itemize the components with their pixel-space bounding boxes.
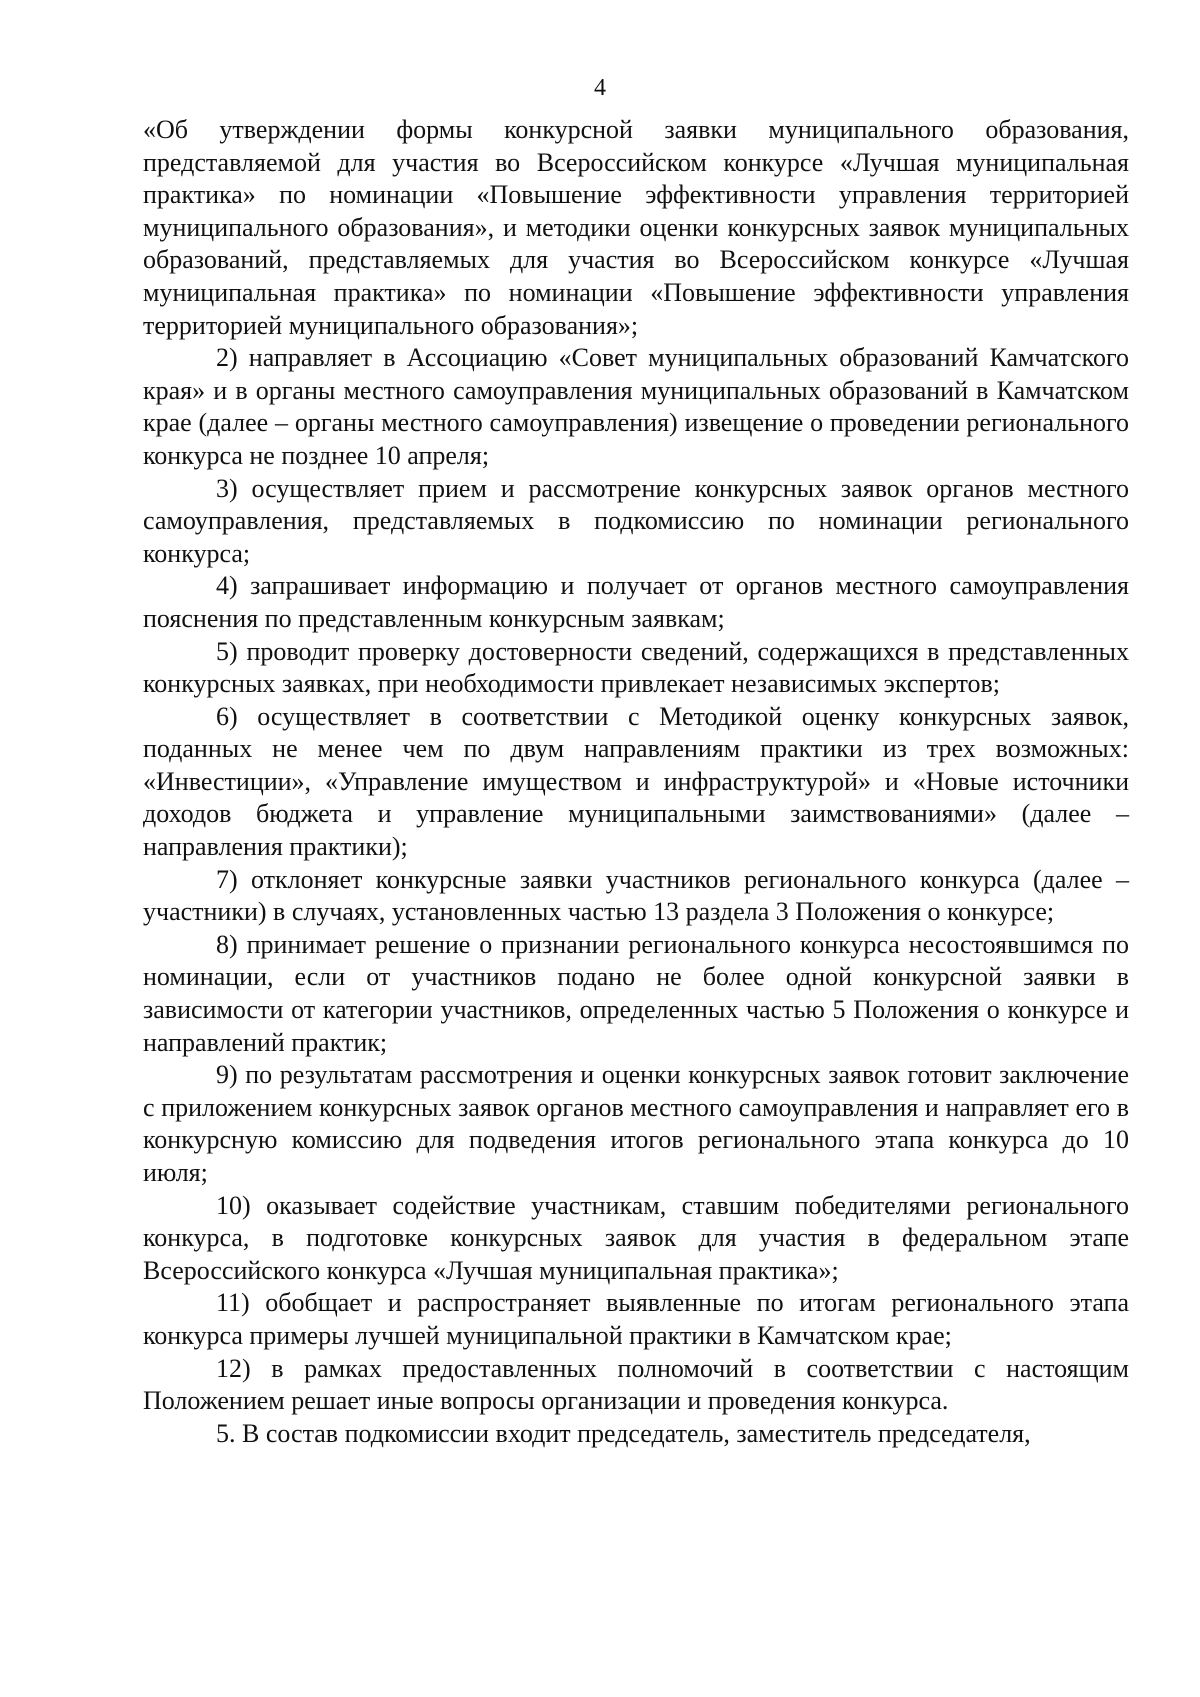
page-number: 4 xyxy=(594,75,606,101)
paragraph-item-12: 12) в рамках предоставленных полномочий в соответствии с настоящим Положением решает иные вопросы организации и проведения конкурса. xyxy=(143,1353,1129,1416)
document-body xyxy=(143,114,1129,1450)
paragraph-item-2: 2) направляет в Ассоциацию «Совет муниципальных образований Камчатского края» и в органы местного самоуправления муниципальных образований в Камчатском крае (далее – органы местного самоуправления) извещение о проведении регионального конкурса не позднее 10 апреля; xyxy=(143,343,1129,470)
paragraph-item-5: 5) проводит проверку достоверности сведений, содержащихся в представленных конкурсных заявках, при необходимости привлекает независимых экспертов; xyxy=(143,636,1129,699)
paragraph-item-7: 7) отклоняет конкурсные заявки участников регионального конкурса (далее – участники) в случаях, установленных частью 13 раздела 3 Положения о конкурсе; xyxy=(143,864,1129,927)
paragraph-item-8: 8) принимает решение о признании регионального конкурса несостоявшимся по номинации, если от участников подано не более одной конкурсной заявки в зависимости от категории участников, определенных частью 5 Положения о конкурсе и направлений практик; xyxy=(143,929,1129,1057)
paragraph-item-9: 9) по результатам рассмотрения и оценки конкурсных заявок готовит заключение с приложением конкурсных заявок органов местного самоуправления и направляет его в конкурсную комиссию для подведения итогов регионального этапа конкурса до 10 июля; xyxy=(143,1060,1129,1187)
paragraph-item-4: 4) запрашивает информацию и получает от органов местного самоуправления пояснения по представленным конкурсным заявкам; xyxy=(143,571,1129,633)
paragraph-section-5: 5. В состав подкомиссии входит председатель, заместитель председателя, xyxy=(216,1418,1031,1448)
paragraph-item-3: 3) осуществляет прием и рассмотрение конкурсных заявок органов местного самоуправления, представляемых в подкомиссию по номинации регионального конкурса; xyxy=(143,473,1129,568)
paragraph-item-11: 11) обобщает и распространяет выявленные по итогам регионального этапа конкурса примеры лучшей муниципальной практики в Камчатском крае; xyxy=(143,1288,1129,1350)
paragraph-continuation: «Об утверждении формы конкурсной заявки муниципального образования, представляемой для участия во Всероссийском конкурсе «Лучшая муниципальная практика» по номинации «Повышение эффективности управления территорией муниципального образования», и методики оценки конкурсных заявок муниципальных образований, представляемых для участия во Всероссийском конкурсе «Лучшая муниципальная практика» по номинации «Повышение эффективности управления территорией муниципального образования»; xyxy=(143,115,1129,340)
paragraph-item-6: 6) осуществляет в соответствии с Методикой оценку конкурсных заявок, поданных не менее чем по двум направлениям практики из трех возможных: «Инвестиции», «Управление имуществом и инфраструктурой» и «Новые источники доходов бюджета и управление муниципальными заимствованиями» (далее – направления практики); xyxy=(143,701,1129,862)
paragraph-item-10: 10) оказывает содействие участникам, ставшим победителями регионального конкурса, в подготовке конкурсных заявок для участия в федеральном этапе Всероссийского конкурса «Лучшая муниципальная практика»; xyxy=(143,1190,1129,1285)
